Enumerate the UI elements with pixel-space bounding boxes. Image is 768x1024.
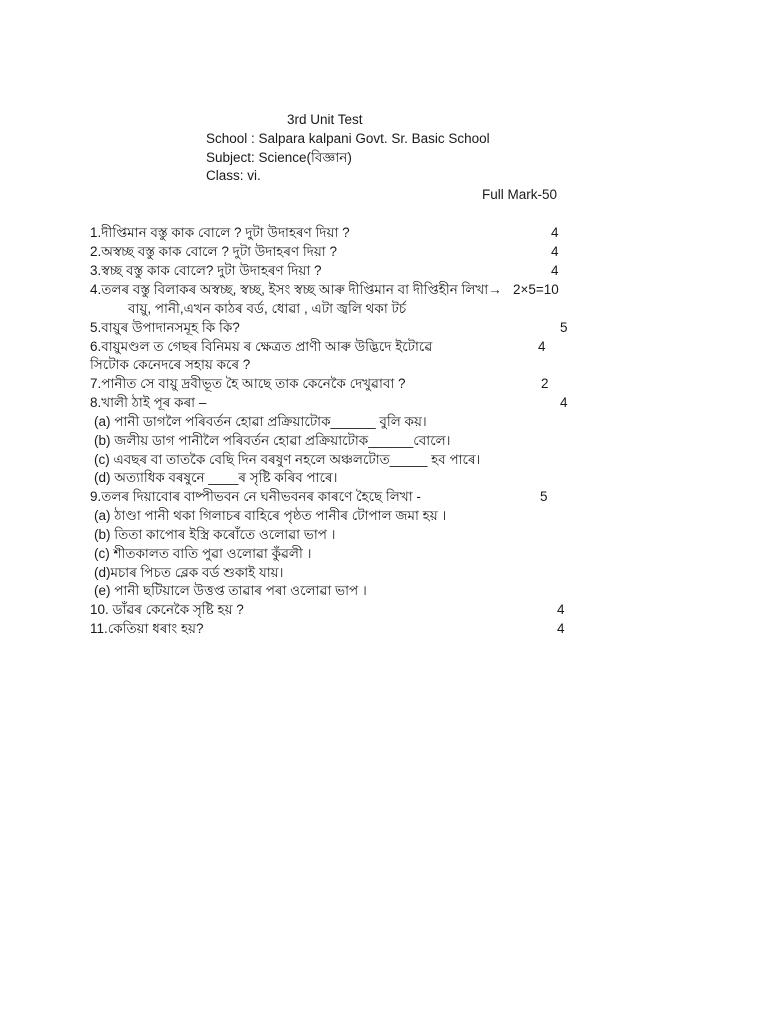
question-9: 9.তলৰ দিয়াবোৰ বাষ্পীভবন নে ঘনীভবনৰ কাৰণে হৈছে লিখা - — [90, 489, 421, 504]
school-name: School : Salpara kalpani Govt. Sr. Basic School — [206, 131, 490, 146]
question-9-d: (d)মচাৰ পিচত ব্লেক বৰ্ড শুকাই যায়। — [94, 565, 284, 580]
question-8-d: (d) অত্যাধিক বৰষুনে ____ৰ সৃষ্টি কৰিব পাৰে। — [94, 470, 338, 485]
question-10-mark: 4 — [557, 602, 565, 617]
question-9-b: (b) তিতা কাপোৰ ইস্ত্ৰি কৰোঁতে ওলোৱা ভাপ । — [94, 527, 336, 542]
question-5: 5.বায়ুৰ উপাদানসমূহ কি কি? — [90, 320, 240, 335]
test-title: 3rd Unit Test — [287, 112, 363, 127]
question-2-mark: 4 — [551, 244, 559, 259]
question-1-mark: 4 — [551, 225, 559, 240]
question-4-items: বায়ু, পানী,এখন কাঠৰ বৰ্ড, ধোৱা , এটা জ্বলি থকা টৰ্চ — [128, 301, 407, 316]
question-3-mark: 4 — [551, 263, 559, 278]
question-4: 4.তলৰ বস্তু বিলাকৰ অস্বচ্ছ, স্বচ্ছ, ইসং স্বচ্ছ আৰু দীপ্তিমান বা দীপ্তিহীন লিখা→ — [90, 282, 502, 297]
question-6-continued: সিটোক কেনেদৰে সহায় কৰে ? — [90, 357, 251, 372]
question-4-mark: 2×5=10 — [513, 282, 559, 297]
question-8: 8.খালী ঠাই পূৰ কৰা – — [90, 395, 207, 410]
question-11-mark: 4 — [557, 621, 565, 636]
question-6-mark: 4 — [538, 339, 546, 354]
full-mark: Full Mark-50 — [482, 187, 558, 202]
question-8-c: (c) এবছৰ বা তাতকৈ বেছি দিন বৰষুণ নহলে অঞ্চলটোত_____ হব পাৰে। — [94, 452, 481, 467]
question-8-b: (b) জলীয় ডাগ পানীলৈ পৰিবৰ্তন হোৱা প্ৰক্ৰিয়াটোক______বোলে। — [94, 433, 451, 448]
question-9-e: (e) পানী ছটিয়ালে উত্তপ্ত তাৱাৰ পৰা ওলোৱা ভাপ । — [94, 583, 367, 598]
question-2: 2.অস্বচ্ছ বস্তু কাক বোলে ? দুটা উদাহৰণ দিয়া ? — [90, 244, 337, 259]
subject-line: Subject: Science(বিজ্ঞান) — [206, 150, 352, 165]
question-6: 6.বায়ুমণ্ডল ত গেছৰ বিনিময় ৰ ক্ষেত্ৰত প্ৰাণী আৰু উদ্ভিদে ইটোৱে — [90, 339, 433, 354]
question-7-mark: 2 — [541, 376, 549, 391]
question-11: 11.কেতিয়া ধৰাং হয়? — [90, 621, 204, 636]
question-8-a: (a) পানী ডাগলৈ পৰিবৰ্তন হোৱা প্ৰক্ৰিয়াটোক______ বুলি কয়। — [94, 414, 427, 429]
question-8-mark: 4 — [560, 395, 568, 410]
question-3: 3.স্বচ্ছ বস্তু কাক বোলে? দুটা উদাহৰণ দিয়া ? — [90, 263, 322, 278]
question-9-c: (c) শীতকালত বাতি পুৱা ওলোৱা কুঁৱলী । — [94, 546, 312, 561]
question-1: 1.দীপ্তিমান বস্তু কাক বোলে ? দুটা উদাহৰণ দিয়া ? — [90, 225, 350, 240]
question-7: 7.পানীত সে বায়ু দ্ৰবীভূত হৈ আছে তাক কেনেকৈ দেখুৱাবা ? — [90, 376, 406, 391]
question-9-a: (a) ঠাণ্ডা পানী থকা গিলাচৰ বাহিৰে পৃষ্ঠত পানীৰ টোপাল জমা হয় । — [94, 508, 447, 523]
class-line: Class: vi. — [206, 168, 261, 183]
question-9-mark: 5 — [540, 489, 548, 504]
question-5-mark: 5 — [560, 320, 568, 335]
question-10: 10. ডাঁৱৰ কেনেকৈ সৃষ্টি হয় ? — [90, 602, 244, 617]
